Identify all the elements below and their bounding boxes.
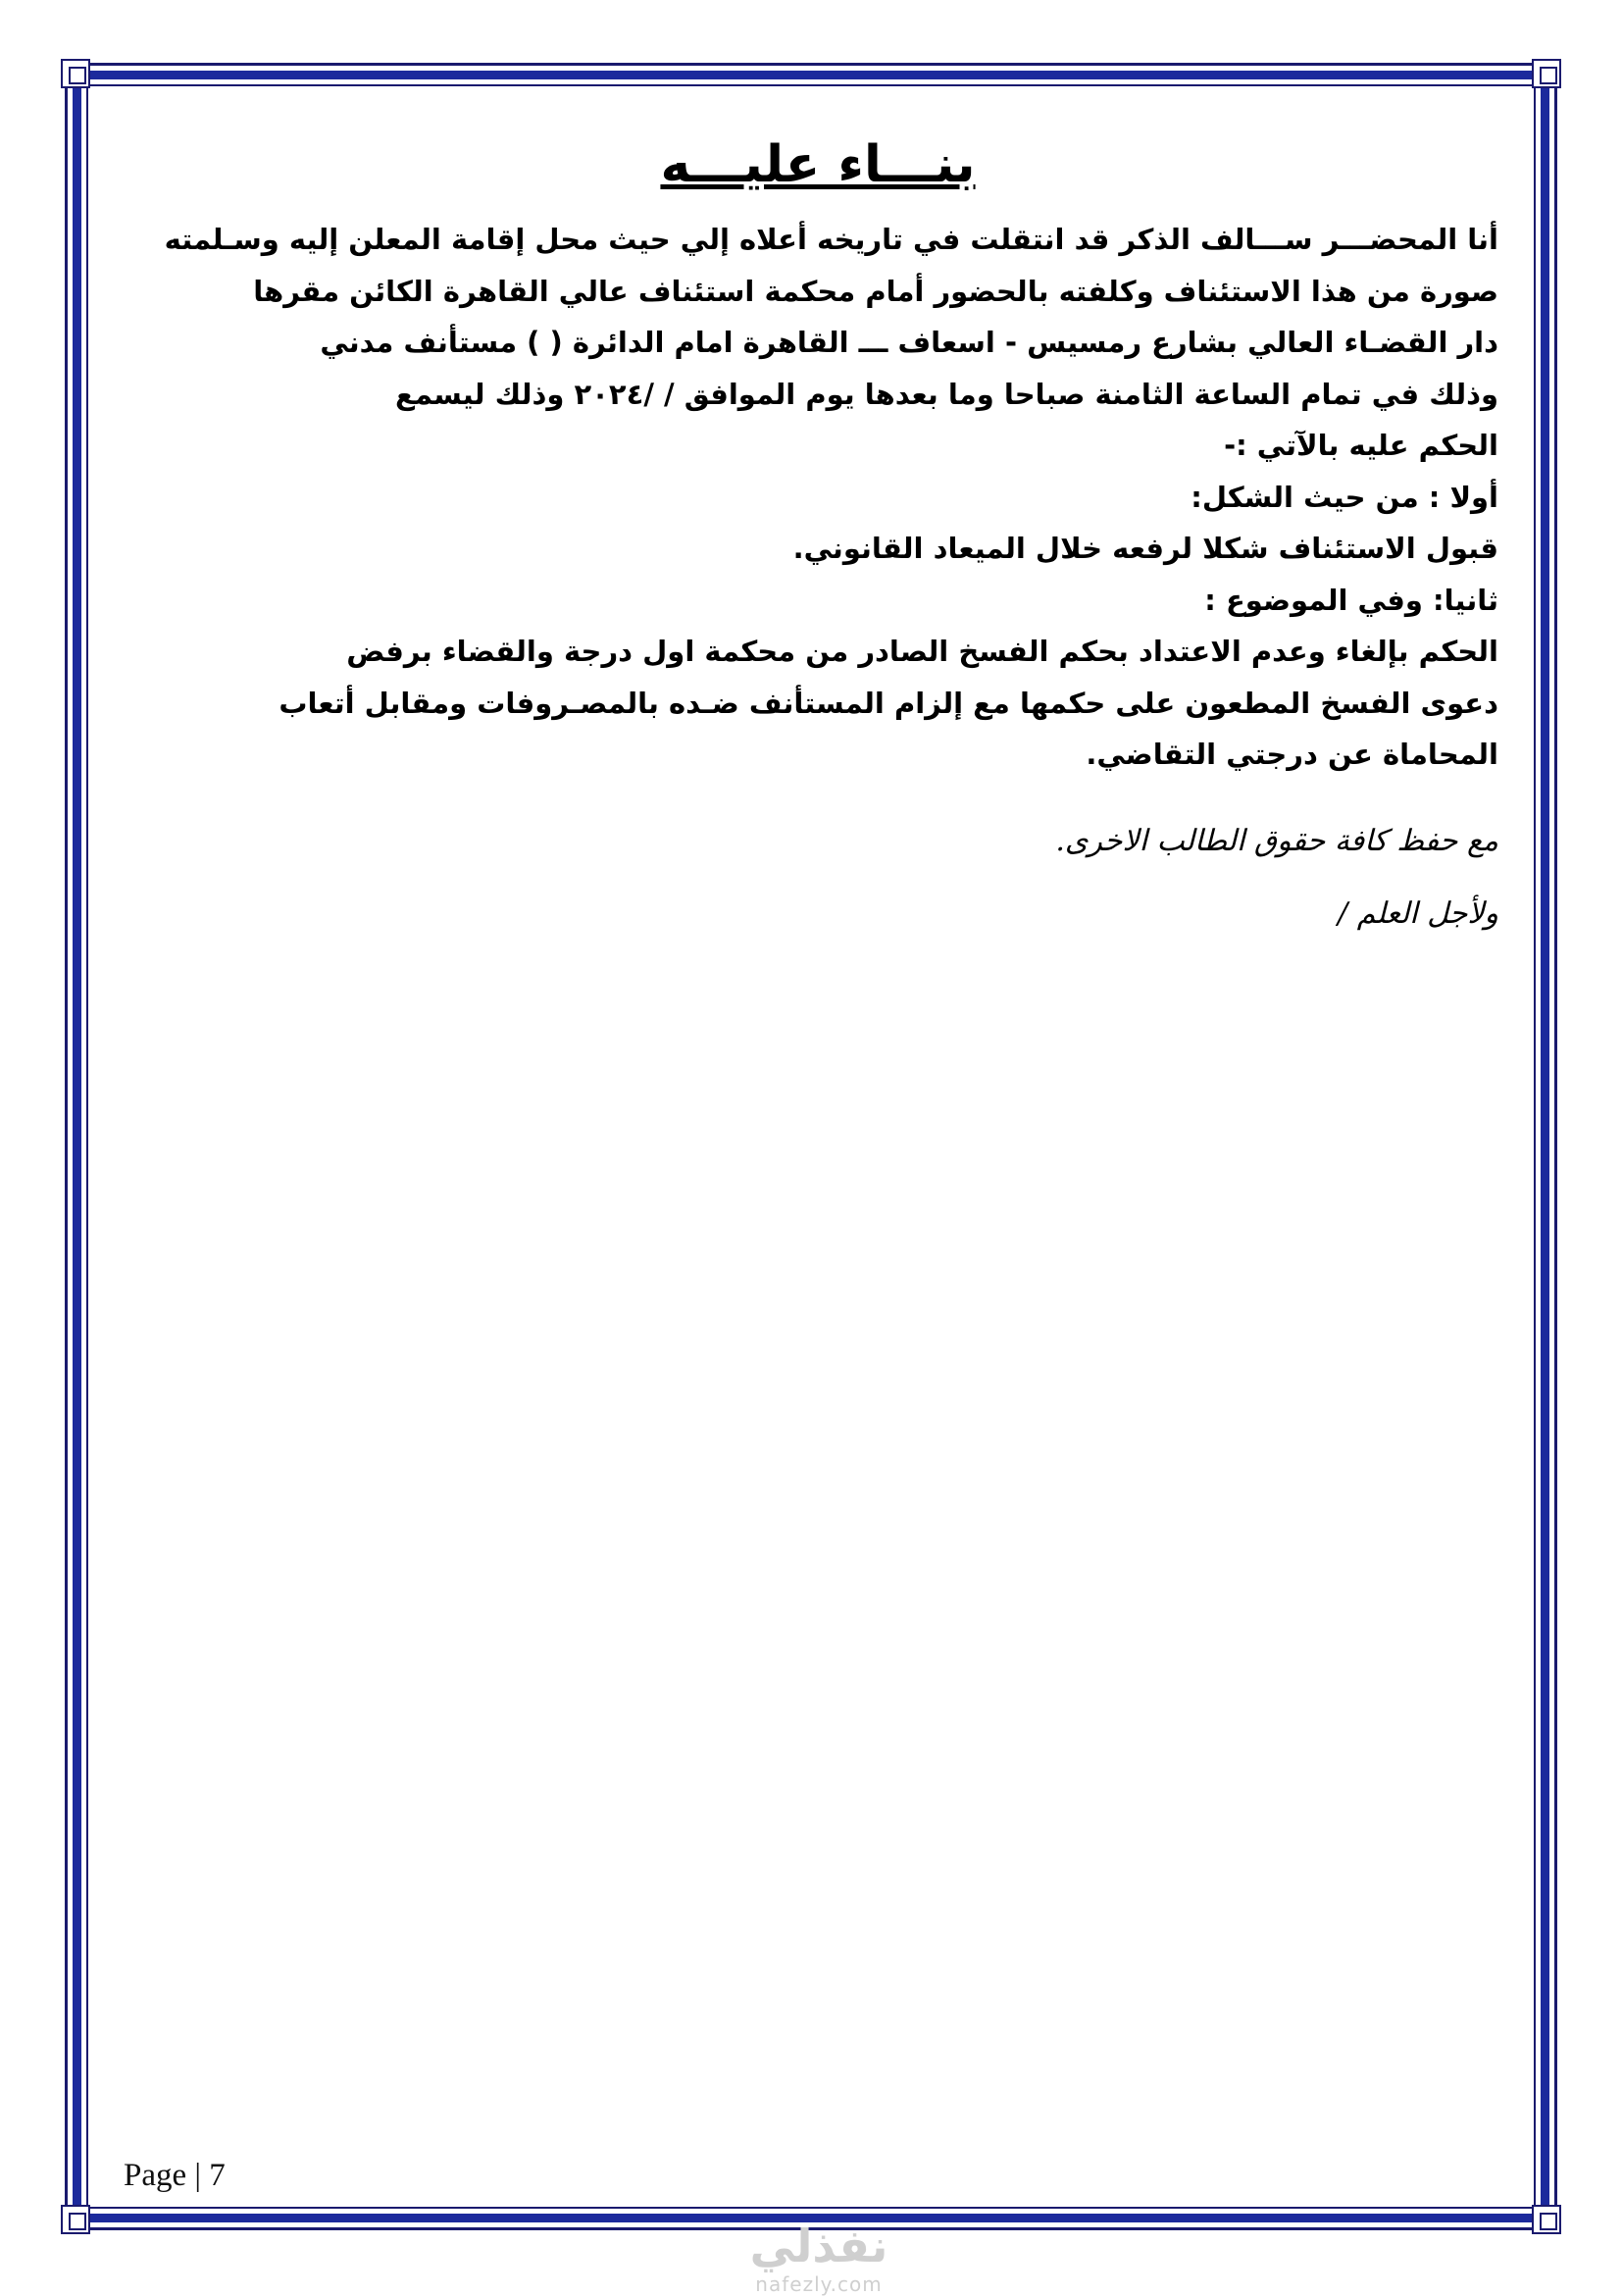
corner-ornament-bottom-right	[1532, 2205, 1561, 2234]
subject-line: المحاماة عن درجتي التقاضي.	[1086, 738, 1498, 771]
corner-ornament-top-right	[1532, 59, 1561, 88]
document-body	[137, 118, 1498, 944]
subject-line: الحكم بإلغاء وعدم الاعتداد بحكم الفسخ الصادر من محكمة اول درجة والقضاء برفض	[346, 635, 1498, 668]
form-request-line: قبول الاستئناف شكلا لرفعه خلال الميعاد القانوني.	[792, 532, 1498, 565]
intro-line: أنا المحضـــر ســـالف الذكر قد انتقلت في تاريخه أعلاه إلي حيث محل إقامة المعلن إليه وسـلمته	[164, 223, 1498, 256]
rights-reservation: مع حفظ كافة حقوق الطالب الاخرى.	[1055, 823, 1498, 858]
corner-ornament-top-left	[61, 59, 90, 88]
intro-line: وذلك في تمام الساعة الثامنة صباحا وما بعدها يوم الموافق / /٢٠٢٤ وذلك ليسمع	[395, 377, 1498, 411]
heading-form: أولا : من حيث الشكل:	[1191, 480, 1498, 514]
corner-ornament-bottom-left	[61, 2205, 90, 2234]
intro-line: الحكم عليه بالآتي :-	[1224, 429, 1498, 462]
subject-line: دعوى الفسخ المطعون على حكمها مع إلزام المستأنف ضـده بالمصـروفات ومقابل أتعاب	[279, 686, 1498, 720]
watermark-logo	[706, 2219, 932, 2295]
watermark-name: نفذلي	[749, 2219, 888, 2272]
page-number: Page | 7	[124, 2158, 226, 2193]
watermark-domain: nafezly.com	[755, 2272, 883, 2296]
intro-line: صورة من هذا الاستئناف وكلفته بالحضور أمام محكمة استئناف عالي القاهرة الكائن مقرها	[253, 274, 1498, 308]
closing-line: ولأجل العلم /	[1338, 895, 1498, 931]
intro-line: دار القضـاء العالي بشارع رمسيس - اسعاف ـــ القاهرة امام الدائرة ( ) مستأنف مدني	[320, 326, 1498, 359]
intro-paragraph	[137, 214, 1498, 781]
heading-subject: ثانيا: وفي الموضوع :	[1204, 583, 1498, 617]
document-title: بنـــاء عليـــه	[660, 135, 976, 194]
